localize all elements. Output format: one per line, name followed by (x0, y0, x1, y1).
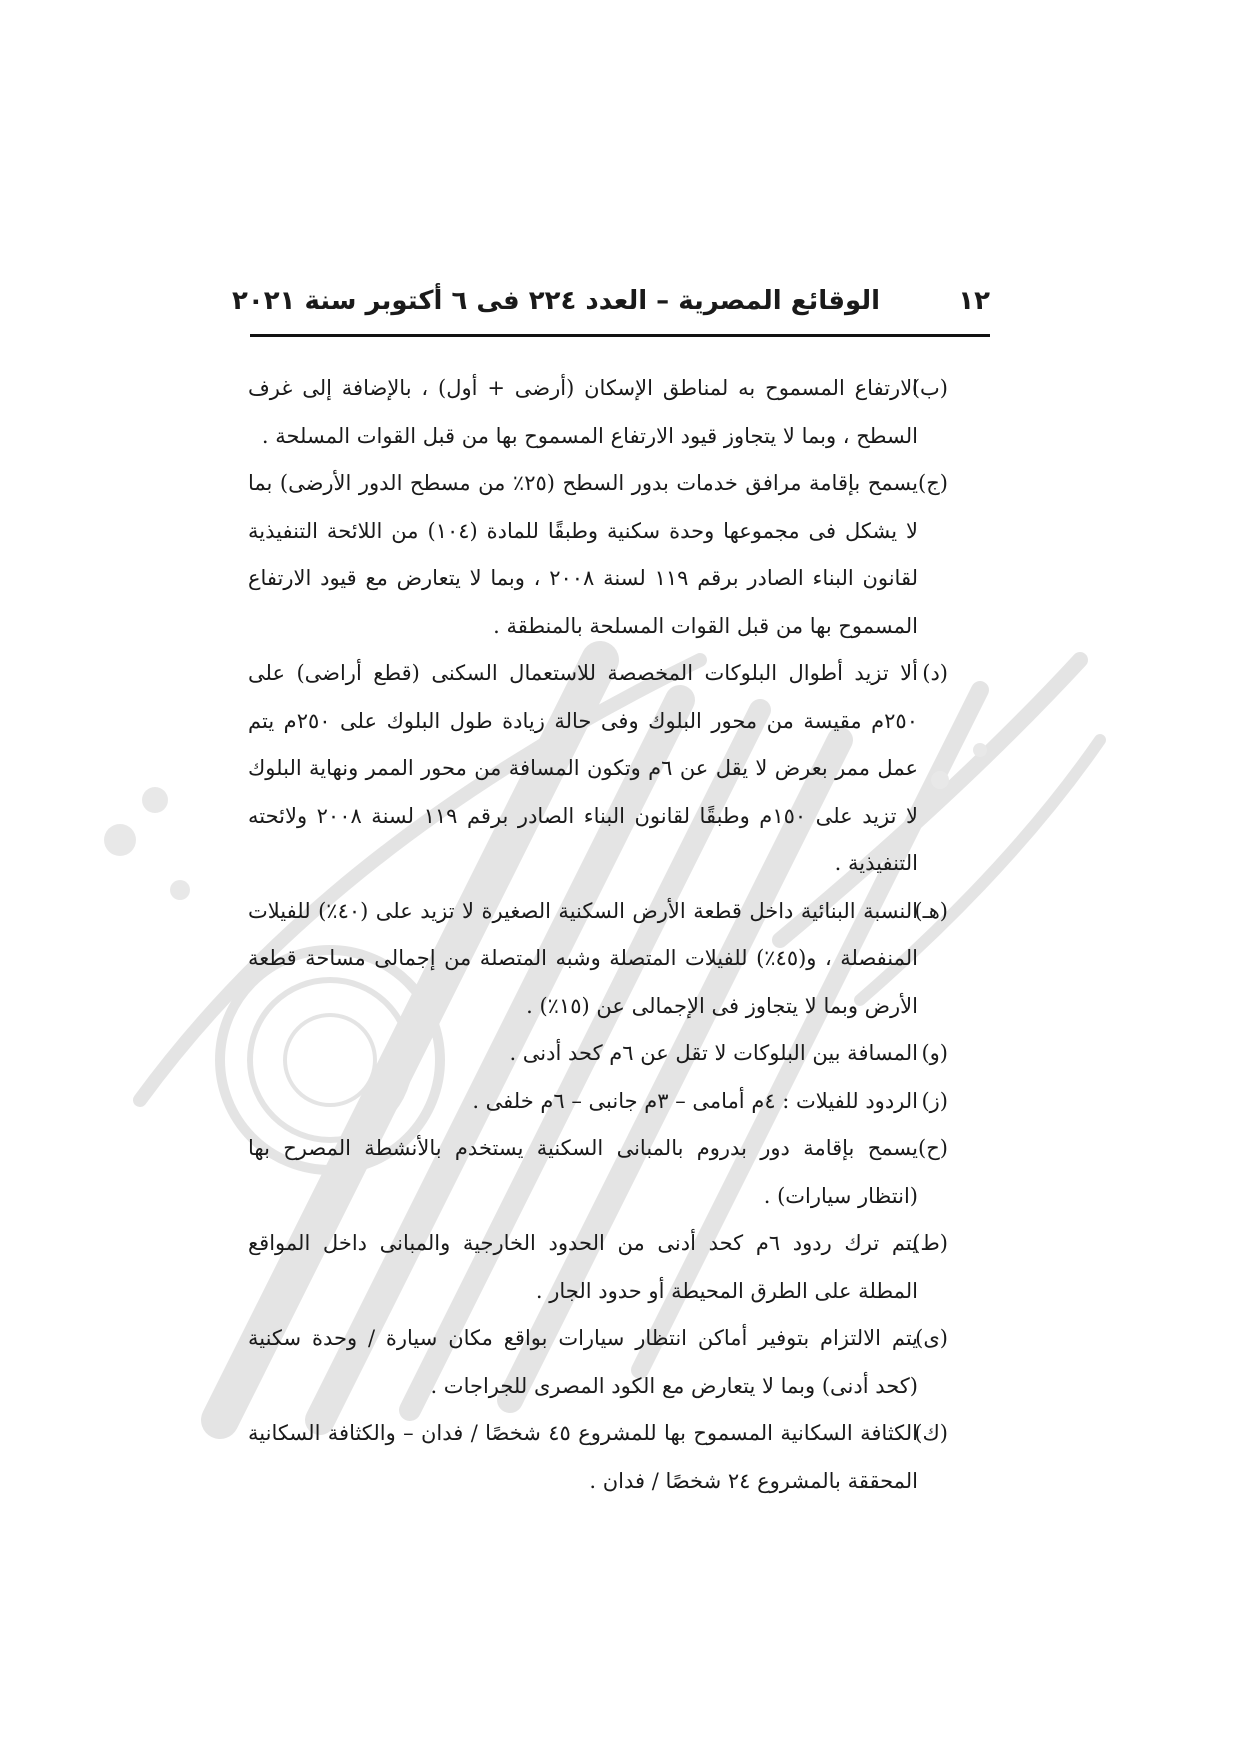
document-body (248, 365, 948, 1505)
item-marker: (و) (921, 1041, 948, 1065)
item-marker: (ز) (921, 1088, 948, 1113)
page-header (231, 282, 990, 332)
item-marker: (ط) (912, 1231, 948, 1255)
list-item (248, 1125, 948, 1220)
item-marker: (ك) (914, 1421, 948, 1445)
item-text: يتم الالتزام بتوفير أماكن انتظار سيارات بواقع مكان سيارة / وحدة سكنية (كحد أدنى) وبما لا يتعارض مع الكود المصرى للجراجات . (248, 1326, 918, 1398)
item-marker: (د) (922, 661, 948, 685)
list-item (248, 365, 948, 460)
list-item (248, 1030, 948, 1078)
item-text: ألا تزيد أطوال البلوكات المخصصة للاستعمال السكنى (قطع أراضى) على ٢٥٠م مقيسة من محور البلوك وفى حالة زيادة طول البلوك على ٢٥٠م يتم عمل ممر بعرض لا يقل عن ٦م وتكون المسافة من محور الممر ونهاية البلوك لا تزيد على ١٥٠م وطبقًا لقانون البناء الصادر برقم ١١٩ لسنة ٢٠٠٨ ولائحته التنفيذية . (248, 661, 919, 875)
header-divider (250, 334, 990, 337)
list-item (248, 1410, 948, 1505)
page-number: ١٢ (958, 286, 990, 316)
list-item (248, 650, 948, 888)
list-item (248, 460, 948, 650)
item-marker: (ى) (915, 1326, 948, 1350)
gazette-title: الوقائع المصرية – العدد ٢٢٤ فى ٦ أكتوبر سنة ٢٠٢١ (231, 286, 880, 316)
list-item (248, 1315, 948, 1410)
list-item (248, 888, 948, 1031)
item-text: المسافة بين البلوكات لا تقل عن ٦م كحد أدنى . (509, 1041, 918, 1065)
list-item (248, 1220, 948, 1315)
item-text: يسمح بإقامة دور بدروم بالمبانى السكنية يستخدم بالأنشطة المصرح بها (انتظار سيارات) . (248, 1136, 918, 1208)
item-text: النسبة البنائية داخل قطعة الأرض السكنية الصغيرة لا تزيد على (٤٠٪) للفيلات المنفصلة ، و(٤٥٪) للفيلات المتصلة وشبه المتصلة من إجمالى مساحة قطعة الأرض وبما لا يتجاوز فى الإجمالى عن (١٥٪) . (248, 898, 918, 1018)
item-text: الكثافة السكانية المسموح بها للمشروع ٤٥ شخصًا / فدان – والكثافة السكانية المحققة بالمشروع ٢٤ شخصًا / فدان . (248, 1421, 918, 1493)
item-text: الارتفاع المسموح به لمناطق الإسكان (أرضى + أول) ، بالإضافة إلى غرف السطح ، وبما لا يتجاوز قيود الارتفاع المسموح بها من قبل القوات المسلحة . (248, 376, 918, 448)
item-text: يتم ترك ردود ٦م كحد أدنى من الحدود الخارجية والمبانى داخل المواقع المطلة على الطرق المحيطة أو حدود الجار . (248, 1231, 918, 1303)
item-marker: (ب) (911, 376, 948, 400)
list-item (248, 1078, 948, 1126)
item-marker: (ح) (918, 1136, 948, 1160)
item-text: يسمح بإقامة مرافق خدمات بدور السطح (٢٥٪ من مسطح الدور الأرضى) بما لا يشكل فى مجموعها وحدة سكنية وطبقًا للمادة (١٠٤) من اللائحة التنفيذية لقانون البناء الصادر برقم ١١٩ لسنة ٢٠٠٨ ، وبما لا يتعارض مع قيود الارتفاع المسموح بها من قبل القوات المسلحة بالمنطقة . (248, 471, 919, 638)
item-marker: (هـ) (914, 898, 948, 923)
item-text: الردود للفيلات : ٤م أمامى – ٣م جانبى – ٦م خلفى . (472, 1088, 918, 1113)
item-marker: (ج) (918, 471, 948, 495)
